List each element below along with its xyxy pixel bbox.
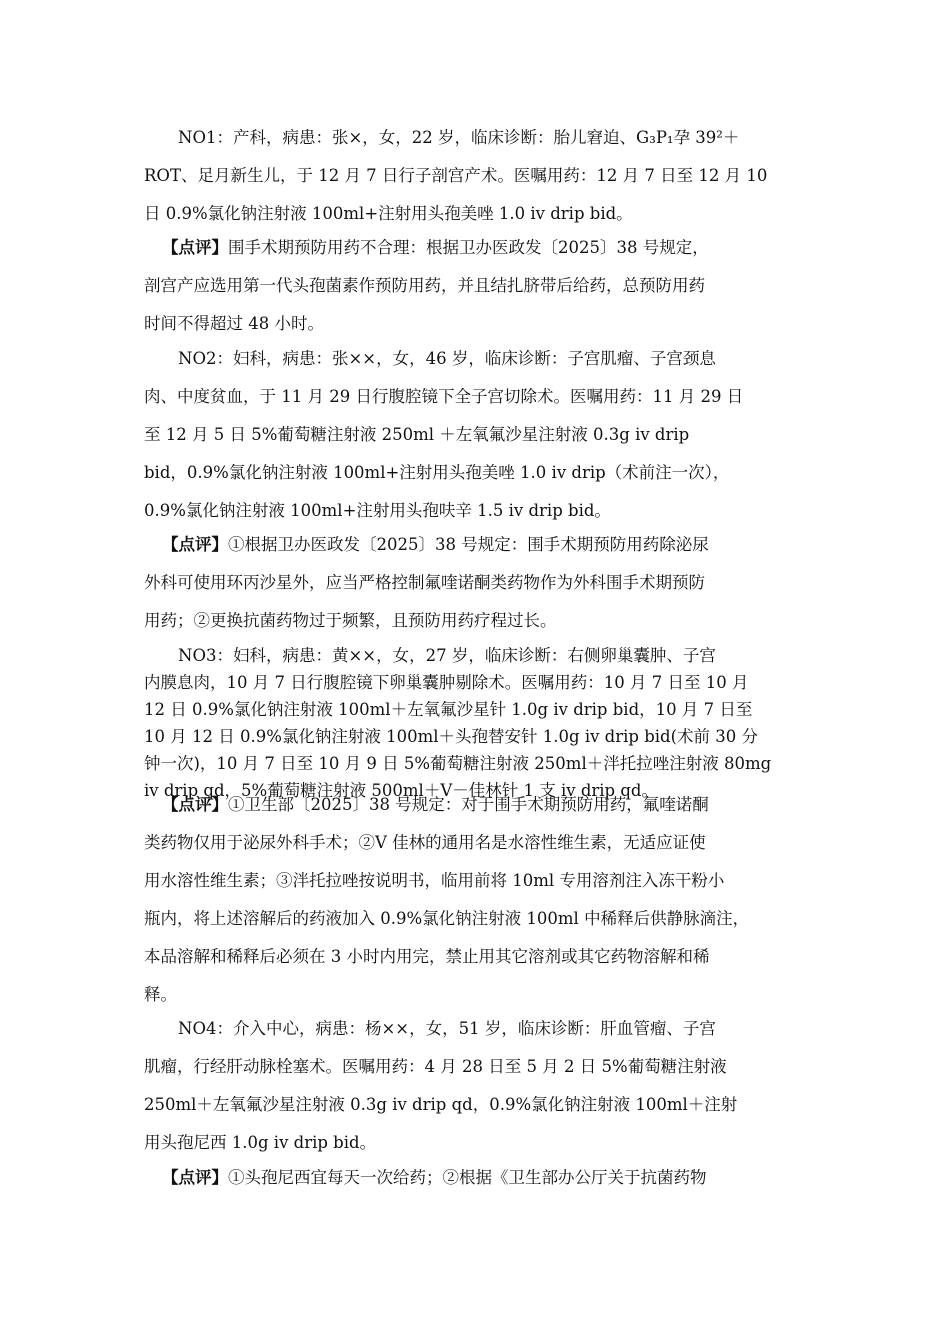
case-line: 钟一次)，10 月 7 日至 10 月 9 日 5%葡萄糖注射液 250ml＋泮托拉唑注射液 80mg — [144, 754, 772, 773]
case-line: NO4：介入中心，病患：杨××，女，51 岁，临床诊断：肝血管瘤、子宫 — [178, 1019, 716, 1038]
comment-text: 围手术期预防用药不合理：根据卫办医政发〔2025〕38 号规定， — [228, 238, 709, 257]
case-line: 肉、中度贫血，于 11 月 29 日行腹腔镜下全子宫切除术。医嘱用药：11 月 29 日 — [144, 387, 744, 406]
comment-line — [144, 786, 808, 824]
comment-label: 【点评】 — [162, 238, 228, 257]
case-no3-comment — [144, 786, 808, 1014]
case-no2-comment — [144, 526, 808, 640]
case-line: bid，0.9%氯化钠注射液 100ml+注射用头孢美唑 1.0 iv drip（术前注一次）， — [144, 463, 730, 482]
comment-line — [144, 229, 808, 267]
comment-line: 用药；②更换抗菌药物过于频繁，且预防用药疗程过长。 — [144, 611, 557, 630]
comment-line: 瓶内，将上述溶解后的药液加入 0.9%氯化钠注射液 100ml 中稀释后供静脉滴注， — [144, 909, 750, 928]
case-line: 至 12 月 5 日 5%葡萄糖注射液 250ml ＋左氧氟沙星注射液 0.3g iv drip — [144, 425, 690, 444]
case-no1-text — [144, 119, 808, 233]
comment-line: 外科可使用环丙沙星外，应当严格控制氟喹诺酮类药物作为外科围手术期预防 — [144, 573, 705, 592]
case-line: 肌瘤，行经肝动脉栓塞术。医嘱用药：4 月 28 日至 5 月 2 日 5%葡萄糖注射液 — [144, 1057, 727, 1076]
case-line: 用头孢尼西 1.0g iv drip bid。 — [144, 1133, 377, 1152]
case-line: NO3：妇科，病患：黄××，女，27 岁，临床诊断：右侧卵巢囊肿、子宫 — [178, 646, 716, 665]
comment-line: 释。 — [144, 985, 177, 1004]
comment-text: ①卫生部〔2025〕38 号规定：对于围手术期预防用药，氟喹诺酮 — [228, 795, 709, 814]
case-no3-text — [144, 642, 808, 804]
case-line: 日 0.9%氯化钠注射液 100ml+注射用头孢美唑 1.0 iv drip bid。 — [144, 204, 633, 223]
comment-line: 用水溶性维生素；③泮托拉唑按说明书，临用前将 10ml 专用溶剂注入冻干粉小 — [144, 871, 725, 890]
case-line: 12 日 0.9%氯化钠注射液 100ml＋左氧氟沙星针 1.0g iv drip bid，10 月 7 日至 — [144, 700, 753, 719]
comment-label: 【点评】 — [162, 535, 228, 554]
comment-line — [144, 1159, 808, 1197]
case-line: NO1：产科，病患：张×，女，22 岁，临床诊断：胎儿窘迫、G₃P₁孕 39²＋ — [178, 128, 740, 147]
comment-line: 时间不得超过 48 小时。 — [144, 314, 324, 333]
comment-line: 本品溶解和稀释后必须在 3 小时内用完，禁止用其它溶剂或其它药物溶解和稀 — [144, 947, 710, 966]
case-line: 0.9%氯化钠注射液 100ml+注射用头孢呋辛 1.5 iv drip bid。 — [144, 501, 611, 520]
comment-line: 类药物仅用于泌尿外科手术；②V 佳林的通用名是水溶性维生素，无适应证使 — [144, 833, 706, 852]
comment-line — [144, 526, 808, 564]
case-line: 内膜息肉，10 月 7 日行腹腔镜下卵巢囊肿剔除术。医嘱用药：10 月 7 日至 10 月 — [144, 673, 749, 692]
case-no4-comment — [144, 1159, 808, 1197]
comment-label: 【点评】 — [162, 795, 228, 814]
case-line: 10 月 12 日 0.9%氯化钠注射液 100ml＋头孢替安针 1.0g iv drip bid(术前 30 分 — [144, 727, 759, 746]
case-no4-text — [144, 1010, 808, 1162]
comment-label: 【点评】 — [162, 1168, 228, 1187]
case-no2-text — [144, 340, 808, 530]
case-line: 250ml＋左氧氟沙星注射液 0.3g iv drip qd，0.9%氯化钠注射液 100ml＋注射 — [144, 1095, 738, 1114]
case-no1-comment — [144, 229, 808, 343]
case-line: ROT、足月新生儿，于 12 月 7 日行子剖宫产术。医嘱用药：12 月 7 日至 12 月 10 — [144, 166, 768, 185]
case-line: NO2：妇科，病患：张××，女，46 岁，临床诊断：子宫肌瘤、子宫颈息 — [178, 349, 716, 368]
comment-text: ①头孢尼西宜每天一次给药；②根据《卫生部办公厅关于抗菌药物 — [228, 1168, 707, 1187]
comment-text: ①根据卫办医政发〔2025〕38 号规定：围手术期预防用药除泌尿 — [228, 535, 709, 554]
comment-line: 剖宫产应选用第一代头孢菌素作预防用药，并且结扎脐带后给药，总预防用药 — [144, 276, 705, 295]
case-line: iv drip qd，5%葡萄糖注射液 500ml＋V－佳林针 1 支 iv drip qd。 — [144, 781, 658, 800]
